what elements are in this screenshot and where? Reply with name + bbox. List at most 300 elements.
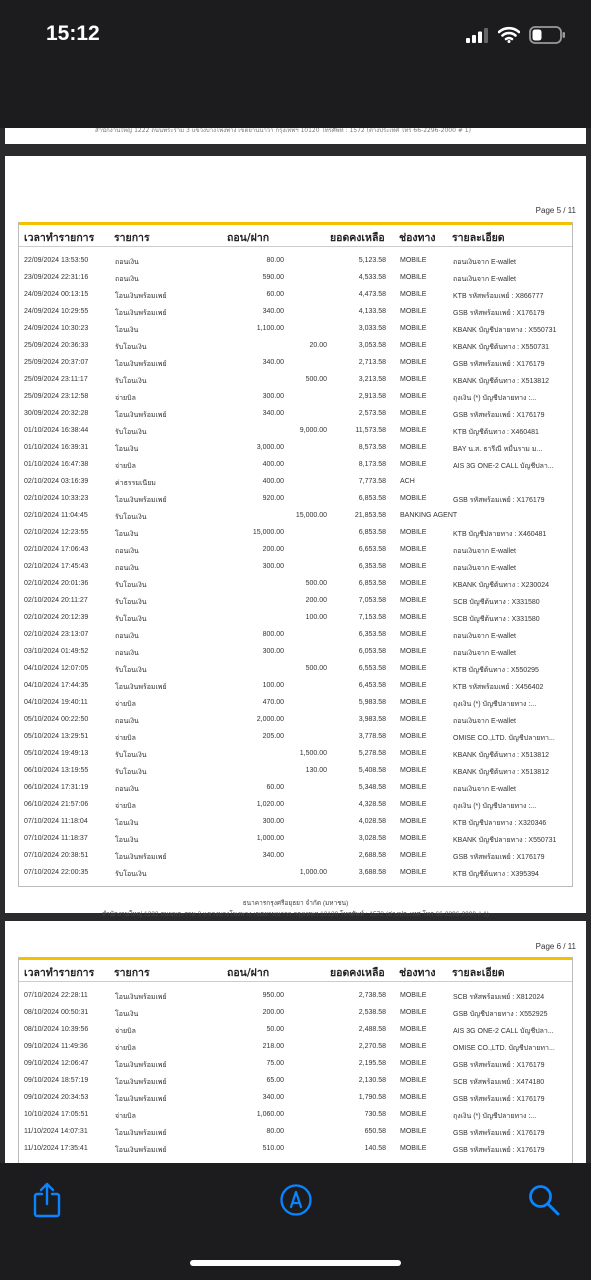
- cell-type: รับโอนเงิน: [115, 871, 147, 878]
- cell-balance: 3,028.58: [358, 835, 386, 842]
- table-row: [19, 747, 572, 764]
- previous-page-fragment: [5, 128, 586, 144]
- cell-balance: 2,130.58: [358, 1077, 386, 1084]
- cell-balance: 5,983.58: [358, 699, 386, 706]
- cell-type: โอนเงินพร้อมเพย์: [115, 361, 167, 368]
- cell-channel: MOBILE: [400, 274, 427, 281]
- cell-detail: GSB รหัสพร้อมเพย์ : X176179: [453, 1147, 545, 1154]
- cell-balance: 5,348.58: [358, 784, 386, 791]
- col-header-balance: ยอดคงเหลือ: [330, 967, 385, 979]
- cell-detail: KTB บัญชีต้นทาง : X460481: [453, 429, 539, 436]
- cell-datetime: 02/10/2024 23:13:07: [24, 631, 89, 638]
- cell-balance: 5,278.58: [358, 750, 386, 757]
- cell-type: โอนเงินพร้อมเพย์: [115, 1147, 167, 1154]
- cell-type: จ่ายบิล: [115, 735, 136, 742]
- cell-withdrawal: 300.00: [262, 563, 284, 570]
- cell-channel: MOBILE: [400, 563, 427, 570]
- cell-balance: 3,053.58: [358, 342, 386, 349]
- table-row: [19, 611, 572, 628]
- cell-detail: GSB รหัสพร้อมเพย์ : X176179: [453, 854, 545, 861]
- transaction-table: [18, 957, 573, 1163]
- cell-datetime: 07/10/2024 11:18:04: [24, 818, 88, 825]
- cell-balance: 11,573.58: [355, 427, 386, 434]
- cell-type: โอนเงินพร้อมเพย์: [115, 412, 167, 419]
- bank-address-footer: สำนักงานใหญ่ 1222 ถนนพระราม 3 แขวงบางโพงพาง เขตยานนาวา กรุงเทพฯ 10120 โทรศัพท์ : 1572 (ต่างประเทศ โทร 66-2296-2000 # 1): [101, 911, 490, 918]
- cell-withdrawal: 1,000.00: [256, 835, 284, 842]
- cell-detail: ถอนเงินจาก E-wallet: [453, 718, 516, 725]
- cell-type: ถอนเงิน: [115, 548, 139, 555]
- cell-datetime: 02/10/2024 20:01:36: [24, 580, 89, 587]
- cell-withdrawal: 205.00: [262, 733, 284, 740]
- cell-balance: 2,488.58: [358, 1026, 386, 1033]
- cell-balance: 6,853.58: [358, 580, 386, 587]
- table-row: [19, 764, 572, 781]
- cell-detail: SCB บัญชีต้นทาง : X331580: [453, 599, 540, 606]
- table-row: [19, 866, 572, 883]
- cell-datetime: 07/10/2024 20:38:51: [24, 852, 89, 859]
- cell-channel: MOBILE: [400, 1111, 427, 1118]
- cell-datetime: 01/10/2024 16:39:31: [24, 444, 89, 451]
- home-indicator[interactable]: [190, 1260, 401, 1266]
- table-row: [19, 441, 572, 458]
- table-row: [19, 1142, 572, 1159]
- cell-datetime: 02/10/2024 12:23:55: [24, 529, 89, 536]
- cell-channel: MOBILE: [400, 852, 427, 859]
- col-header-channel: ช่องทาง: [399, 967, 436, 979]
- cell-datetime: 25/09/2024 20:36:33: [24, 342, 89, 349]
- cell-datetime: 06/10/2024 17:31:19: [24, 784, 89, 791]
- cell-type: โอนเงิน: [115, 531, 139, 538]
- cell-type: โอนเงิน: [115, 837, 139, 844]
- cell-datetime: 02/10/2024 17:45:43: [24, 563, 89, 570]
- cell-type: รับโอนเงิน: [115, 769, 147, 776]
- cell-channel: MOBILE: [400, 376, 427, 383]
- cell-balance: 3,983.58: [358, 716, 386, 723]
- cell-detail: ถอนเงินจาก E-wallet: [453, 565, 516, 572]
- cell-withdrawal: 1,020.00: [256, 801, 284, 808]
- cell-balance: 4,133.58: [358, 308, 386, 315]
- cell-type: โอนเงินพร้อมเพย์: [115, 1096, 167, 1103]
- cell-type: โอนเงิน: [115, 327, 139, 334]
- cell-withdrawal: 340.00: [262, 308, 284, 315]
- cell-balance: 2,688.58: [358, 852, 386, 859]
- cell-datetime: 02/10/2024 20:11:27: [24, 597, 88, 604]
- cell-balance: 6,553.58: [358, 665, 386, 672]
- table-row: [19, 577, 572, 594]
- cell-balance: 2,738.58: [358, 992, 386, 999]
- cell-type: ถอนเงิน: [115, 565, 139, 572]
- cell-channel: MOBILE: [400, 393, 427, 400]
- cell-withdrawal: 340.00: [262, 359, 284, 366]
- cell-balance: 3,033.58: [358, 325, 386, 332]
- cell-withdrawal: 470.00: [262, 699, 284, 706]
- table-row: [19, 798, 572, 815]
- cell-detail: ถอนเงินจาก E-wallet: [453, 786, 516, 793]
- table-row: [19, 254, 572, 271]
- cell-withdrawal: 218.00: [262, 1043, 284, 1050]
- cell-detail: KBANK บัญชีต้นทาง : X230024: [453, 582, 549, 589]
- cell-withdrawal: 300.00: [262, 393, 284, 400]
- status-bar: [0, 0, 591, 70]
- cell-withdrawal: 510.00: [262, 1145, 284, 1152]
- cell-detail: ถุงเงิน (*) บัญชีปลายทาง :...: [453, 395, 537, 402]
- cell-channel: MOBILE: [400, 410, 427, 417]
- cell-detail: ถุงเงิน (*) บัญชีปลายทาง :...: [453, 1113, 537, 1120]
- cell-withdrawal: 80.00: [266, 257, 284, 264]
- cell-type: ถอนเงิน: [115, 718, 139, 725]
- cell-deposit: 100.00: [305, 614, 327, 621]
- cell-type: โอนเงิน: [115, 820, 139, 827]
- cell-balance: 140.58: [364, 1145, 386, 1152]
- pdf-viewer[interactable]: [0, 128, 591, 1163]
- cell-deposit: 500.00: [305, 376, 327, 383]
- transaction-table: [18, 222, 573, 887]
- table-row: [19, 679, 572, 696]
- cell-balance: 3,688.58: [358, 869, 386, 876]
- cell-balance: 4,473.58: [358, 291, 386, 298]
- cell-type: ถอนเงิน: [115, 786, 139, 793]
- cell-balance: 2,573.58: [358, 410, 386, 417]
- cell-datetime: 02/10/2024 17:06:43: [24, 546, 89, 553]
- cell-deposit: 500.00: [305, 580, 327, 587]
- cell-balance: 8,573.58: [358, 444, 386, 451]
- cell-channel: MOBILE: [400, 495, 427, 502]
- cell-datetime: 05/10/2024 19:49:13: [24, 750, 89, 757]
- table-row: [19, 1091, 572, 1108]
- cell-channel: MOBILE: [400, 529, 427, 536]
- cell-datetime: 25/09/2024 23:11:17: [24, 376, 88, 383]
- cell-balance: 8,173.58: [358, 461, 386, 468]
- cell-datetime: 01/10/2024 16:47:38: [24, 461, 89, 468]
- cell-deposit: 200.00: [305, 597, 327, 604]
- cell-balance: 5,123.58: [358, 257, 386, 264]
- col-header-type: รายการ: [114, 967, 150, 979]
- cell-detail: KTB รหัสพร้อมเพย์ : X866777: [453, 293, 544, 300]
- cell-datetime: 23/09/2024 22:31:16: [24, 274, 89, 281]
- cell-channel: MOBILE: [400, 648, 427, 655]
- cell-detail: GSB รหัสพร้อมเพย์ : X176179: [453, 1096, 545, 1103]
- cell-balance: 6,353.58: [358, 631, 386, 638]
- cell-balance: 2,713.58: [358, 359, 386, 366]
- cell-balance: 7,053.58: [358, 597, 386, 604]
- cell-detail: ถอนเงินจาก E-wallet: [453, 259, 516, 266]
- cell-channel: MOBILE: [400, 716, 427, 723]
- cell-detail: OMISE CO.,LTD. บัญชีปลายทา...: [453, 1045, 555, 1052]
- cell-datetime: 03/10/2024 01:49:52: [24, 648, 89, 655]
- cell-withdrawal: 340.00: [262, 1094, 284, 1101]
- cell-datetime: 11/10/2024 17:35:41: [24, 1145, 88, 1152]
- cell-type: โอนเงินพร้อมเพย์: [115, 310, 167, 317]
- cell-datetime: 05/10/2024 00:22:50: [24, 716, 89, 723]
- table-row: [19, 390, 572, 407]
- cell-datetime: 22/09/2024 13:53:50: [24, 257, 89, 264]
- cell-withdrawal: 200.00: [262, 1009, 284, 1016]
- table-row: [19, 322, 572, 339]
- cell-withdrawal: 920.00: [262, 495, 284, 502]
- table-row: [19, 407, 572, 424]
- cell-deposit: 15,000.00: [295, 512, 327, 519]
- cell-type: รับโอนเงิน: [115, 599, 147, 606]
- cell-type: จ่ายบิล: [115, 701, 136, 708]
- cellular-signal-icon: [466, 28, 488, 43]
- cell-withdrawal: 3,000.00: [256, 444, 284, 451]
- cell-balance: 2,538.58: [358, 1009, 386, 1016]
- cell-balance: 2,913.58: [358, 393, 386, 400]
- cell-detail: GSB รหัสพร้อมเพย์ : X176179: [453, 310, 545, 317]
- table-row: [19, 645, 572, 662]
- cell-type: รับโอนเงิน: [115, 582, 147, 589]
- cell-detail: KTB รหัสพร้อมเพย์ : X456402: [453, 684, 544, 691]
- cell-channel: MOBILE: [400, 665, 427, 672]
- cell-balance: 6,853.58: [358, 495, 386, 502]
- cell-detail: BAY น.ส. ธารีณี หมื่นราม ม...: [453, 446, 543, 453]
- table-row: [19, 1057, 572, 1074]
- cell-type: โอนเงินพร้อมเพย์: [115, 497, 167, 504]
- cell-type: โอนเงินพร้อมเพย์: [115, 684, 167, 691]
- table-row: [19, 832, 572, 849]
- cell-type: จ่ายบิล: [115, 463, 136, 470]
- cell-detail: GSB รหัสพร้อมเพย์ : X176179: [453, 412, 545, 419]
- cell-withdrawal: 2,000.00: [256, 716, 284, 723]
- cell-withdrawal: 340.00: [262, 410, 284, 417]
- cell-balance: 7,773.58: [358, 478, 386, 485]
- cell-channel: MOBILE: [400, 1060, 427, 1067]
- cell-datetime: 02/10/2024 10:33:23: [24, 495, 89, 502]
- cell-datetime: 05/10/2024 13:29:51: [24, 733, 89, 740]
- cell-type: จ่ายบิล: [115, 1045, 136, 1052]
- cell-withdrawal: 1,060.00: [256, 1111, 284, 1118]
- wifi-icon: [498, 26, 520, 43]
- table-row: [19, 1125, 572, 1142]
- cell-detail: GSB รหัสพร้อมเพย์ : X176179: [453, 361, 545, 368]
- cell-detail: GSB บัญชีปลายทาง : X552925: [453, 1011, 548, 1018]
- cell-withdrawal: 50.00: [266, 1026, 284, 1033]
- cell-type: โอนเงินพร้อมเพย์: [115, 1079, 167, 1086]
- share-icon[interactable]: [31, 1180, 63, 1220]
- cell-type: โอนเงินพร้อมเพย์: [115, 854, 167, 861]
- table-header: [19, 225, 572, 247]
- cell-balance: 4,028.58: [358, 818, 386, 825]
- cell-channel: MOBILE: [400, 444, 427, 451]
- table-row: [19, 730, 572, 747]
- cell-detail: ถุงเงิน (*) บัญชีปลายทาง :...: [453, 701, 537, 708]
- cell-detail: OMISE CO.,LTD. บัญชีปลายทา...: [453, 735, 555, 742]
- table-row: [19, 526, 572, 543]
- cell-balance: 2,195.58: [358, 1060, 386, 1067]
- cell-datetime: 06/10/2024 21:57:06: [24, 801, 89, 808]
- table-row: [19, 696, 572, 713]
- cell-detail: KBANK บัญชีต้นทาง : X513812: [453, 769, 549, 776]
- cell-channel: MOBILE: [400, 767, 427, 774]
- table-row: [19, 458, 572, 475]
- cell-deposit: 130.00: [305, 767, 327, 774]
- previous-page-footer: สำนักงานใหญ่ 1222 ถนนพระราม 3 แขวงบางโพงพาง เขตยานนาวา กรุงเทพฯ 10120 โทรศัพท์ : 1572 (ต่างประเทศ โทร 66-2296-2000 # 1): [95, 128, 471, 134]
- cell-channel: MOBILE: [400, 869, 427, 876]
- cell-deposit: 20.00: [309, 342, 327, 349]
- cell-type: จ่ายบิล: [115, 803, 136, 810]
- table-row: [19, 1023, 572, 1040]
- col-header-channel: ช่องทาง: [399, 232, 436, 244]
- cell-deposit: 9,000.00: [299, 427, 327, 434]
- cell-type: โอนเงินพร้อมเพย์: [115, 293, 167, 300]
- col-header-amount: ถอน/ฝาก: [227, 232, 270, 244]
- cell-channel: MOBILE: [400, 461, 427, 468]
- cell-channel: ACH: [400, 478, 415, 485]
- table-row: [19, 989, 572, 1006]
- cell-datetime: 07/10/2024 11:18:37: [24, 835, 88, 842]
- cell-datetime: 09/10/2024 18:57:19: [24, 1077, 89, 1084]
- cell-datetime: 25/09/2024 20:37:07: [24, 359, 89, 366]
- cell-detail: KBANK บัญชีต้นทาง : X513812: [453, 378, 549, 385]
- cell-channel: MOBILE: [400, 427, 427, 434]
- cell-withdrawal: 800.00: [262, 631, 284, 638]
- cell-withdrawal: 75.00: [266, 1060, 284, 1067]
- cell-detail: KTB บัญชีปลายทาง : X320346: [453, 820, 547, 827]
- cell-channel: MOBILE: [400, 359, 427, 366]
- cell-withdrawal: 65.00: [266, 1077, 284, 1084]
- cell-detail: KBANK บัญชีต้นทาง : X513812: [453, 752, 549, 759]
- table-row: [19, 662, 572, 679]
- cell-type: รับโอนเงิน: [115, 667, 147, 674]
- cell-withdrawal: 400.00: [262, 461, 284, 468]
- cell-channel: MOBILE: [400, 308, 427, 315]
- cell-detail: ถอนเงินจาก E-wallet: [453, 633, 516, 640]
- cell-type: ค่าธรรมเนียม: [115, 480, 156, 487]
- table-row: [19, 849, 572, 866]
- cell-detail: KTB บัญชีปลายทาง : X460481: [453, 531, 547, 538]
- table-body: [19, 254, 572, 883]
- cell-type: โอนเงินพร้อมเพย์: [115, 994, 167, 1001]
- cell-detail: ถอนเงินจาก E-wallet: [453, 276, 516, 283]
- table-row: [19, 1074, 572, 1091]
- cell-detail: AIS 3G ONE-2 CALL บัญชีปลา...: [453, 463, 554, 470]
- cell-withdrawal: 80.00: [266, 1128, 284, 1135]
- cell-type: จ่ายบิล: [115, 395, 136, 402]
- cell-withdrawal: 950.00: [262, 992, 284, 999]
- table-row: [19, 339, 572, 356]
- cell-detail: ถุงเงิน (*) บัญชีปลายทาง :...: [453, 803, 537, 810]
- cell-type: ถอนเงิน: [115, 259, 139, 266]
- cell-datetime: 09/10/2024 11:49:36: [24, 1043, 88, 1050]
- status-time: 15:12: [46, 22, 100, 45]
- cell-channel: MOBILE: [400, 257, 427, 264]
- col-header-detail: รายละเอียด: [452, 232, 505, 244]
- cell-channel: MOBILE: [400, 597, 427, 604]
- cell-datetime: 24/09/2024 10:30:23: [24, 325, 89, 332]
- cell-withdrawal: 300.00: [262, 648, 284, 655]
- table-row: [19, 356, 572, 373]
- cell-channel: MOBILE: [400, 699, 427, 706]
- cell-datetime: 09/10/2024 12:06:47: [24, 1060, 89, 1067]
- cell-detail: GSB รหัสพร้อมเพย์ : X176179: [453, 1130, 545, 1137]
- cell-type: รับโอนเงิน: [115, 616, 147, 623]
- table-row: [19, 509, 572, 526]
- cell-datetime: 04/10/2024 12:07:05: [24, 665, 89, 672]
- cell-channel: MOBILE: [400, 631, 427, 638]
- cell-type: รับโอนเงิน: [115, 514, 147, 521]
- cell-balance: 6,053.58: [358, 648, 386, 655]
- cell-detail: SCB รหัสพร้อมเพย์ : X812024: [453, 994, 545, 1001]
- cell-channel: MOBILE: [400, 1128, 427, 1135]
- cell-channel: MOBILE: [400, 801, 427, 808]
- cell-balance: 6,353.58: [358, 563, 386, 570]
- cell-balance: 650.58: [364, 1128, 386, 1135]
- col-header-type: รายการ: [114, 232, 150, 244]
- table-row: [19, 305, 572, 322]
- cell-type: โอนเงินพร้อมเพย์: [115, 1130, 167, 1137]
- cell-detail: KTB บัญชีต้นทาง : X395394: [453, 871, 539, 878]
- cell-datetime: 04/10/2024 19:40:11: [24, 699, 88, 706]
- table-row: [19, 271, 572, 288]
- cell-balance: 4,533.58: [358, 274, 386, 281]
- cell-channel: MOBILE: [400, 342, 427, 349]
- table-row: [19, 560, 572, 577]
- cell-channel: MOBILE: [400, 784, 427, 791]
- cell-datetime: 09/10/2024 20:34:53: [24, 1094, 89, 1101]
- cell-withdrawal: 400.00: [262, 478, 284, 485]
- col-header-datetime: เวลาทำรายการ: [24, 232, 95, 244]
- cell-detail: AIS 3G ONE-2 CALL บัญชีปลา...: [453, 1028, 554, 1035]
- cell-detail: KTB บัญชีต้นทาง : X550295: [453, 667, 539, 674]
- cell-deposit: 1,500.00: [299, 750, 327, 757]
- cell-detail: SCB รหัสพร้อมเพย์ : X474180: [453, 1079, 545, 1086]
- cell-channel: MOBILE: [400, 682, 427, 689]
- cell-withdrawal: 340.00: [262, 852, 284, 859]
- cell-withdrawal: 1,100.00: [256, 325, 284, 332]
- table-row: [19, 288, 572, 305]
- cell-balance: 21,853.58: [354, 512, 386, 519]
- cell-type: จ่ายบิล: [115, 1028, 136, 1035]
- cell-datetime: 04/10/2024 17:44:35: [24, 682, 89, 689]
- col-header-detail: รายละเอียด: [452, 967, 505, 979]
- search-icon[interactable]: [527, 1183, 561, 1217]
- cell-datetime: 07/10/2024 22:00:35: [24, 869, 89, 876]
- cell-datetime: 10/10/2024 17:05:51: [24, 1111, 89, 1118]
- cell-balance: 4,328.58: [358, 801, 386, 808]
- cell-datetime: 06/10/2024 13:19:55: [24, 767, 89, 774]
- cell-channel: MOBILE: [400, 1026, 427, 1033]
- cell-balance: 7,153.58: [358, 614, 386, 621]
- col-header-datetime: เวลาทำรายการ: [24, 967, 95, 979]
- markup-pen-icon[interactable]: [279, 1183, 313, 1217]
- cell-type: รับโอนเงิน: [115, 752, 147, 759]
- table-row: [19, 594, 572, 611]
- cell-detail: ถอนเงินจาก E-wallet: [453, 650, 516, 657]
- cell-balance: 6,453.58: [358, 682, 386, 689]
- cell-datetime: 02/10/2024 20:12:39: [24, 614, 89, 621]
- cell-detail: ถอนเงินจาก E-wallet: [453, 548, 516, 555]
- cell-type: โอนเงิน: [115, 1011, 139, 1018]
- cell-datetime: 11/10/2024 14:07:31: [24, 1128, 88, 1135]
- table-body: [19, 989, 572, 1159]
- cell-withdrawal: 200.00: [262, 546, 284, 553]
- table-row: [19, 1040, 572, 1057]
- cell-detail: GSB รหัสพร้อมเพย์ : X176179: [453, 497, 545, 504]
- cell-channel: MOBILE: [400, 291, 427, 298]
- cell-withdrawal: 60.00: [266, 291, 284, 298]
- cell-deposit: 1,000.00: [299, 869, 327, 876]
- page-number-label: Page 6 / 11: [535, 942, 576, 951]
- col-header-amount: ถอน/ฝาก: [227, 967, 270, 979]
- table-row: [19, 713, 572, 730]
- cell-datetime: 08/10/2024 10:39:56: [24, 1026, 89, 1033]
- cell-type: รับโอนเงิน: [115, 344, 147, 351]
- table-row: [19, 475, 572, 492]
- cell-channel: MOBILE: [400, 750, 427, 757]
- cell-channel: MOBILE: [400, 1043, 427, 1050]
- cell-channel: MOBILE: [400, 1094, 427, 1101]
- cell-detail: GSB รหัสพร้อมเพย์ : X176179: [453, 1062, 545, 1069]
